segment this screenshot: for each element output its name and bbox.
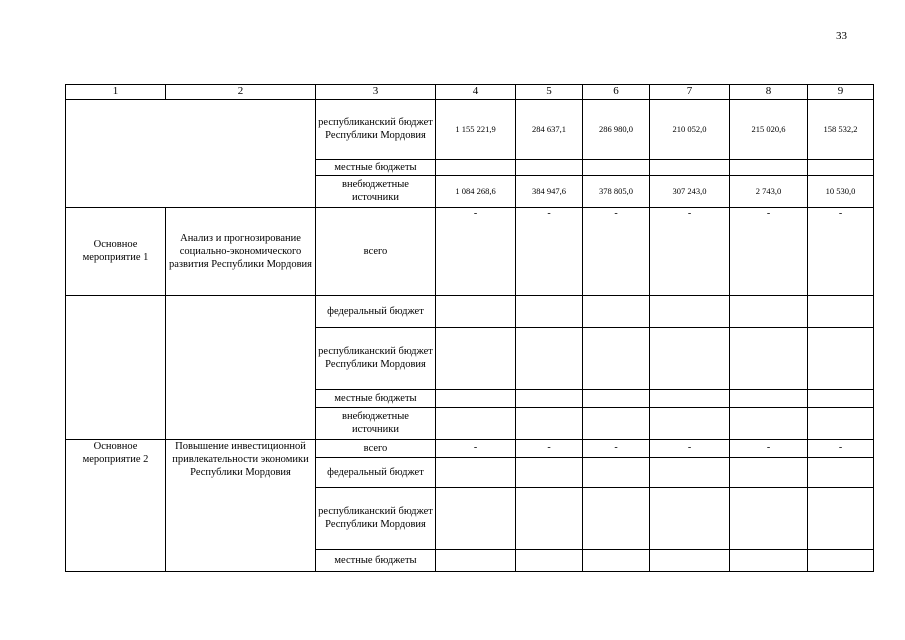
value-cell	[436, 389, 516, 407]
value-cell	[516, 457, 583, 487]
empty-merged-cell	[66, 295, 166, 439]
value-cell	[516, 159, 583, 175]
value-cell	[516, 295, 583, 327]
table-row	[66, 439, 874, 457]
value-cell	[808, 159, 874, 175]
value-cell: -	[583, 439, 650, 457]
table-row	[66, 295, 874, 327]
value-cell: -	[650, 207, 730, 295]
value-cell: 215 020,6	[730, 99, 808, 159]
activity-name-cell: Анализ и прогнозирование социально-экономического развития Республики Мордовия	[166, 207, 316, 295]
value-cell	[583, 159, 650, 175]
value-cell: 1 155 221,9	[436, 99, 516, 159]
value-cell	[730, 487, 808, 549]
value-cell	[436, 295, 516, 327]
value-cell: 286 980,0	[583, 99, 650, 159]
value-cell	[808, 389, 874, 407]
value-cell	[436, 457, 516, 487]
value-cell	[516, 389, 583, 407]
header-row	[66, 85, 874, 100]
column-header: 4	[436, 85, 516, 100]
value-cell	[583, 549, 650, 571]
table-row	[66, 207, 874, 295]
value-cell	[730, 295, 808, 327]
funding-source-cell: местные бюджеты	[316, 389, 436, 407]
value-cell	[730, 327, 808, 389]
column-header: 2	[166, 85, 316, 100]
activity-number-cell: Основное мероприятие 1	[66, 207, 166, 295]
value-cell	[516, 549, 583, 571]
funding-source-cell: всего	[316, 207, 436, 295]
value-cell	[730, 159, 808, 175]
column-header: 8	[730, 85, 808, 100]
value-cell	[650, 159, 730, 175]
funding-source-cell: республиканский бюджет Республики Мордовия	[316, 99, 436, 159]
value-cell	[583, 487, 650, 549]
funding-source-cell: республиканский бюджет Республики Мордовия	[316, 327, 436, 389]
value-cell	[650, 295, 730, 327]
value-cell: -	[650, 439, 730, 457]
value-cell	[436, 549, 516, 571]
column-header: 3	[316, 85, 436, 100]
funding-source-cell: всего	[316, 439, 436, 457]
funding-source-cell: внебюджетные источники	[316, 407, 436, 439]
column-header: 5	[516, 85, 583, 100]
value-cell: 2 743,0	[730, 175, 808, 207]
value-cell	[808, 549, 874, 571]
value-cell: 158 532,2	[808, 99, 874, 159]
value-cell: 378 805,0	[583, 175, 650, 207]
budget-table	[65, 84, 874, 572]
funding-source-cell: местные бюджеты	[316, 549, 436, 571]
funding-source-cell: местные бюджеты	[316, 159, 436, 175]
value-cell	[516, 487, 583, 549]
value-cell: -	[436, 207, 516, 295]
value-cell	[436, 327, 516, 389]
column-header: 7	[650, 85, 730, 100]
value-cell	[650, 457, 730, 487]
value-cell: -	[808, 439, 874, 457]
value-cell	[650, 549, 730, 571]
value-cell: -	[516, 439, 583, 457]
page-number: 33	[836, 30, 847, 42]
value-cell	[730, 549, 808, 571]
value-cell: -	[730, 207, 808, 295]
value-cell	[516, 407, 583, 439]
value-cell: -	[583, 207, 650, 295]
empty-merged-cell	[66, 99, 316, 207]
value-cell: 384 947,6	[516, 175, 583, 207]
value-cell	[436, 407, 516, 439]
value-cell: 1 084 268,6	[436, 175, 516, 207]
value-cell	[808, 295, 874, 327]
value-cell: -	[730, 439, 808, 457]
value-cell: 307 243,0	[650, 175, 730, 207]
value-cell	[650, 487, 730, 549]
value-cell: -	[436, 439, 516, 457]
value-cell	[583, 407, 650, 439]
funding-source-cell: республиканский бюджет Республики Мордовия	[316, 487, 436, 549]
funding-source-cell: федеральный бюджет	[316, 295, 436, 327]
value-cell	[583, 327, 650, 389]
value-cell	[730, 389, 808, 407]
value-cell	[650, 389, 730, 407]
value-cell	[516, 327, 583, 389]
value-cell	[808, 327, 874, 389]
value-cell: -	[516, 207, 583, 295]
column-header: 6	[583, 85, 650, 100]
empty-merged-cell	[166, 295, 316, 439]
value-cell: -	[808, 207, 874, 295]
activity-number-cell: Основное мероприятие 2	[66, 439, 166, 571]
funding-source-cell: федеральный бюджет	[316, 457, 436, 487]
column-header: 9	[808, 85, 874, 100]
column-header: 1	[66, 85, 166, 100]
value-cell	[583, 295, 650, 327]
table-row	[66, 99, 874, 159]
value-cell	[436, 487, 516, 549]
value-cell	[650, 407, 730, 439]
value-cell	[650, 327, 730, 389]
value-cell	[583, 457, 650, 487]
funding-source-cell: внебюджетные источники	[316, 175, 436, 207]
value-cell	[808, 407, 874, 439]
value-cell	[436, 159, 516, 175]
value-cell	[808, 487, 874, 549]
value-cell: 284 637,1	[516, 99, 583, 159]
value-cell: 210 052,0	[650, 99, 730, 159]
value-cell	[583, 389, 650, 407]
value-cell: 10 530,0	[808, 175, 874, 207]
value-cell	[808, 457, 874, 487]
value-cell	[730, 457, 808, 487]
value-cell	[730, 407, 808, 439]
activity-name-cell: Повышение инвестиционной привлекательности экономики Республики Мордовия	[166, 439, 316, 571]
